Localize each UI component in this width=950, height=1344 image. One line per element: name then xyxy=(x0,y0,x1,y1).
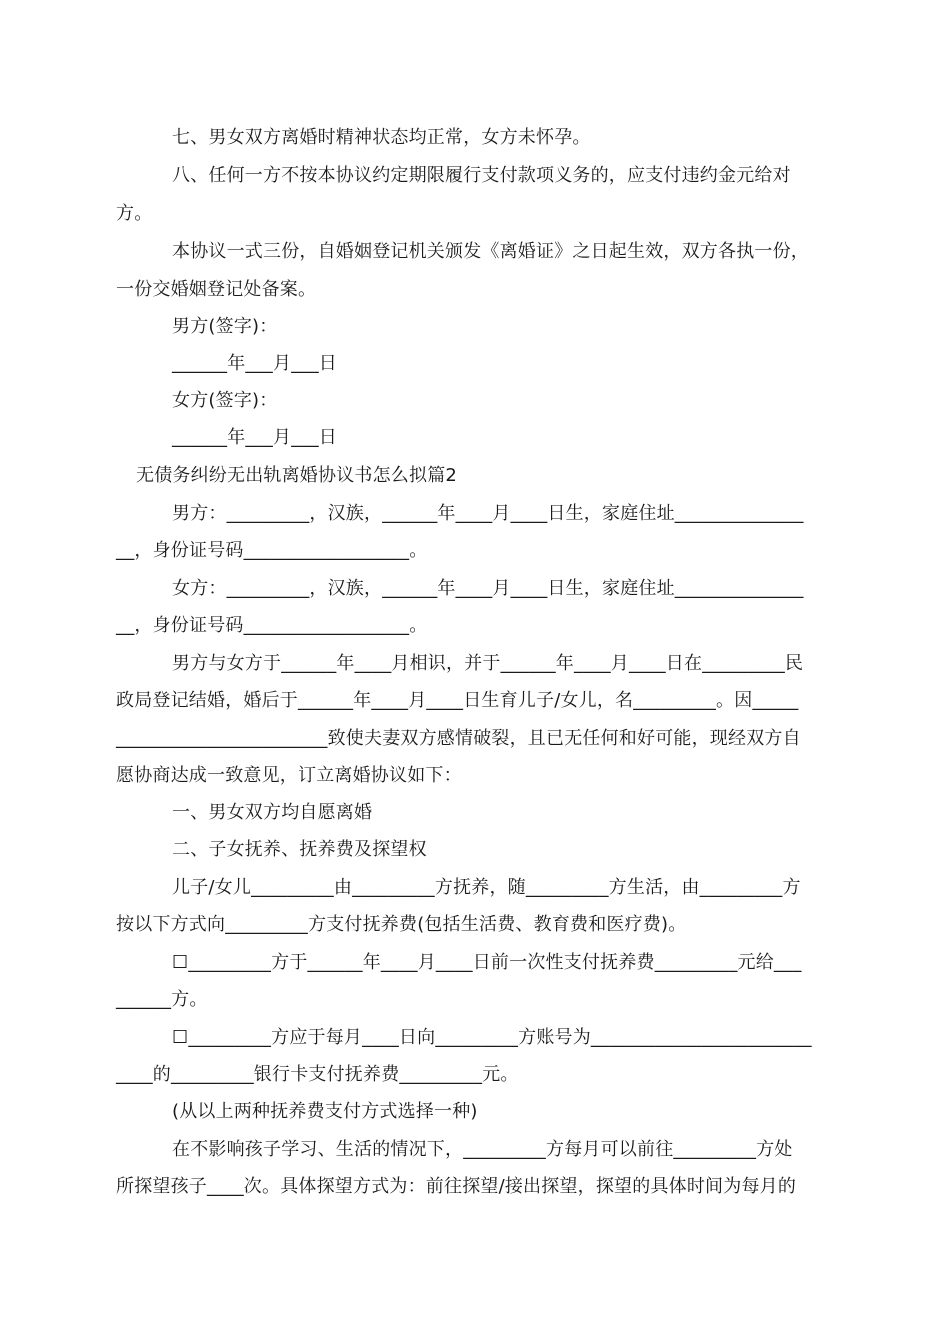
lump-sum-option-cont: ______方。 xyxy=(116,989,208,1010)
lump-sum-option: ☐_________方于______年____月____日前一次性支付抚养费_________元给___ xyxy=(172,952,802,973)
clause-eight-cont: 方。 xyxy=(116,203,153,224)
male-signature-label: 男方(签字)： xyxy=(172,316,278,337)
monthly-option: ☐_________方应于每月____日向_________方账号为________________________ xyxy=(172,1027,812,1048)
male-signature-date: ______年___月___日 xyxy=(172,353,337,374)
female-info: 女方：_________，汉族，______年____月____日生，家庭住址______________ xyxy=(172,578,804,599)
custody-paragraph: 儿子/女儿_________由_________方抚养，随_________方生活，由_________方 xyxy=(172,877,801,898)
clause-one: 一、男女双方均自愿离婚 xyxy=(172,802,373,823)
female-signature-label: 女方(签字)： xyxy=(172,390,278,411)
copies-paragraph-cont: 一份交婚姻登记处备案。 xyxy=(116,279,317,300)
visitation-paragraph-cont: 所探望孩子____次。具体探望方式为：前往探望/接出探望，探望的具体时间为每月的 xyxy=(116,1176,797,1197)
clause-eight: 八、任何一方不按本协议约定期限履行支付款项义务的，应支付违约金元给对 xyxy=(172,165,791,186)
female-signature-date: ______年___月___日 xyxy=(172,427,337,448)
marriage-paragraph: 男方与女方于______年____月相识，并于______年____月____日在_________民 xyxy=(172,653,804,674)
female-info-cont: __，身份证号码__________________。 xyxy=(116,615,428,636)
marriage-paragraph-cont-3: 愿协商达成一致意见，订立离婚协议如下： xyxy=(116,765,462,786)
monthly-option-cont: ____的_________银行卡支付抚养费_________元。 xyxy=(116,1064,519,1085)
custody-paragraph-cont: 按以下方式向_________方支付抚养费(包括生活费、教育费和医疗费)。 xyxy=(116,914,687,935)
copies-paragraph: 本协议一式三份，自婚姻登记机关颁发《离婚证》之日起生效，双方各执一份， xyxy=(172,241,809,262)
marriage-paragraph-cont-2: _______________________致使夫妻双方感情破裂，且已无任何和好可能，现经双方自 xyxy=(116,728,801,749)
section-title: 无债务纠纷无出轨离婚协议书怎么拟篇2 xyxy=(136,465,458,486)
visitation-paragraph: 在不影响孩子学习、生活的情况下，_________方每月可以前往_________方处 xyxy=(172,1139,793,1160)
marriage-paragraph-cont-1: 政局登记结婚，婚后于______年____月____日生育儿子/女儿，名_________。因_____ xyxy=(116,690,799,711)
payment-choice-note: (从以上两种抚养费支付方式选择一种) xyxy=(172,1101,478,1122)
male-info-cont: __，身份证号码__________________。 xyxy=(116,540,428,561)
clause-seven: 七、男女双方离婚时精神状态均正常，女方未怀孕。 xyxy=(172,127,591,148)
clause-two: 二、子女抚养、抚养费及探望权 xyxy=(172,839,427,860)
male-info: 男方：_________，汉族，______年____月____日生，家庭住址______________ xyxy=(172,503,804,524)
